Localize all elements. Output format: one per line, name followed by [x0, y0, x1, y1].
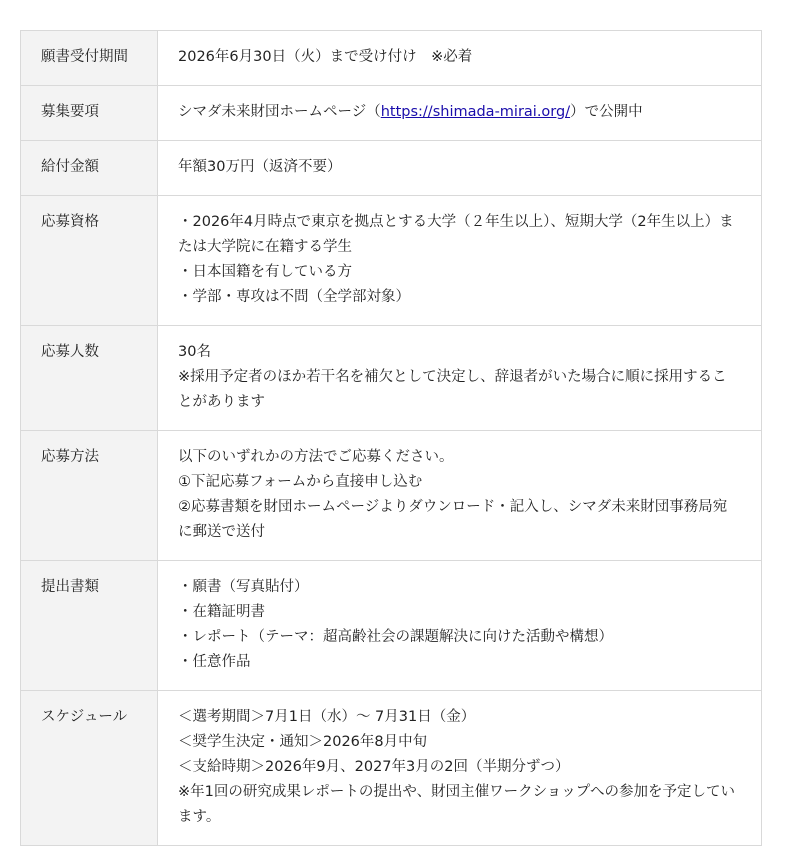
value-line: ・願書（写真貼付）	[178, 579, 309, 595]
value-line: ※年1回の研究成果レポートの提出や、財団主催ワークショップへの参加を予定しています。	[178, 784, 736, 825]
value-line: ・在籍証明書	[178, 604, 265, 620]
value-line: ・レポート（テーマ：超高齢社会の課題解決に向けた活動や構想）	[178, 629, 613, 645]
value-suffix: ）で公開中	[570, 104, 643, 120]
value-line: ＜支給時期＞2026年9月、2027年3月の2回（半期分ずつ）	[178, 759, 570, 775]
row-value	[158, 31, 762, 86]
value-line: ・任意作品	[178, 654, 251, 670]
table-row	[21, 326, 762, 431]
value-line: ＜奨学生決定・通知＞2026年8月中旬	[178, 734, 428, 750]
row-value	[158, 431, 762, 561]
table-row	[21, 561, 762, 691]
value-line: 2026年6月30日（火）まで受け付け ※必着	[178, 49, 473, 65]
row-label: 願書受付期間	[21, 31, 158, 86]
table-row	[21, 141, 762, 196]
value-line: ※採用予定者のほか若干名を補欠として決定し、辞退者がいた場合に順に採用することがあります	[178, 369, 727, 410]
row-value	[158, 196, 762, 326]
row-label: 募集要項	[21, 86, 158, 141]
value-line: ①下記応募フォームから直接申し込む	[178, 474, 423, 490]
foundation-website-link[interactable]: https://shimada-mirai.org/	[380, 104, 571, 120]
row-label: 応募人数	[21, 326, 158, 431]
table-row	[21, 86, 762, 141]
row-value	[158, 86, 762, 141]
value-line: ＜選考期間＞7月1日（水）～ 7月31日（金）	[178, 709, 476, 725]
row-label: 応募方法	[21, 431, 158, 561]
value-line: ・学部・専攻は不問（全学部対象）	[178, 289, 410, 305]
value-line: ②応募書類を財団ホームページよりダウンロード・記入し、シマダ未来財団事務局宛に郵送で送付	[178, 499, 728, 540]
row-value	[158, 326, 762, 431]
value-line: ・日本国籍を有している方	[178, 264, 352, 280]
row-value	[158, 561, 762, 691]
row-value	[158, 691, 762, 846]
row-label: 応募資格	[21, 196, 158, 326]
table-row	[21, 31, 762, 86]
table-row	[21, 196, 762, 326]
value-line: 30名	[178, 344, 211, 360]
row-label: 給付金額	[21, 141, 158, 196]
table-row	[21, 691, 762, 846]
value-prefix: シマダ未来財団ホームページ（	[178, 104, 381, 120]
row-label: スケジュール	[21, 691, 158, 846]
table-row	[21, 431, 762, 561]
value-line: ・2026年4月時点で東京を拠点とする大学（２年生以上）、短期大学（2年生以上）または大学院に在籍する学生	[178, 214, 734, 255]
row-value	[158, 141, 762, 196]
value-line: 以下のいずれかの方法でご応募ください。	[178, 449, 454, 465]
scholarship-info-table	[20, 30, 762, 846]
value-line: 年額30万円（返済不要）	[178, 159, 342, 175]
row-label: 提出書類	[21, 561, 158, 691]
